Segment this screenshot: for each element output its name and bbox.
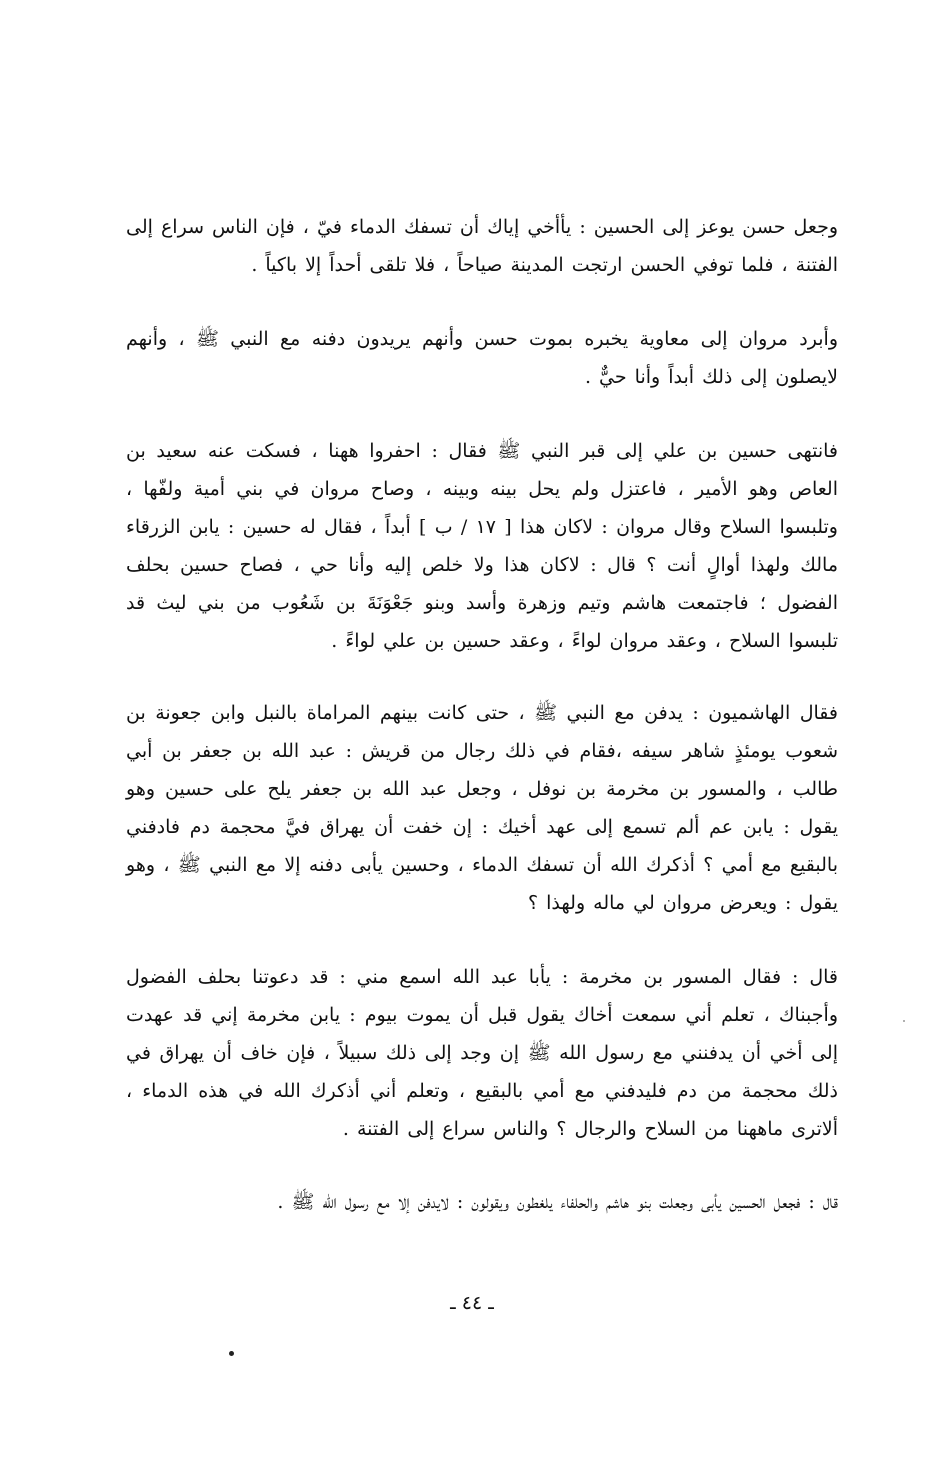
- paragraph-2: وأبرد مروان إلى معاوية يخبره بموت حسن وأنهم يريدون دفنه مع النبي ﷺ ، وأنهم لايصلون إلى ذلك أبداً وأنا حيٌّ .: [126, 328, 838, 388]
- paragraph-4: فقال الهاشميون : يدفن مع النبي ﷺ ، حتى كانت بينهم المراماة بالنبل وابن جعونة بن شعوب يومئذٍ شاهر سيفه ،فقام في ذلك رجال من قريش : عبد الله بن جعفر بن أبي طالب ، والمسور بن مخرمة بن نوفل ، وجعل عبد الله بن جعفر يلح على حسين وهو يقول : يابن عم ألم تسمع إلى عهد أخيك : إن خفت أن يهراق فيَّ محجمة دم فادفني بالبقيع مع أمي ؟ أذكرك الله أن تسفك الدماء ، وحسين يأبى دفنه إلا مع النبي ﷺ ، وهو يقول : ويعرض مروان لي ماله ولهذا ؟: [126, 702, 838, 914]
- paragraph-3: فانتهى حسين بن علي إلى قبر النبي ﷺ فقال : احفروا ههنا ، فسكت عنه سعيد بن العاص وهو الأمير ، فاعتزل ولم يحل بينه وبينه ، وصاح مروان في بني أمية ولفّها ، وتلبسوا السلاح وقال مروان : لاكان هذا [ ١٧ / ب ] أبداً ، فقال له حسين : يابن الزرقاء مالك ولهذا أوالٍ أنت ؟ قال : لاكان هذا ولا خلص إليه وأنا حي ، فصاح حسين بحلف الفضول ؛ فاجتمعت هاشم وتيم وزهرة وأسد وبنو جَعْوَنَةَ بن شَعُوب من بني ليث قد تلبسوا السلاح ، وعقد مروان لواءً ، وعقد حسين بن علي لواءً .: [126, 440, 838, 652]
- page-number: ـ ٤٤ ـ: [450, 1292, 494, 1314]
- scan-speck: [229, 1351, 234, 1356]
- paragraph-5: قال : فقال المسور بن مخرمة : يأبا عبد الله اسمع مني : قد دعوتنا بحلف الفضول وأجبناك ، تعلم أني سمعت أخاك يقول قبل أن يموت بيوم : يابن مخرمة إني قد عهدت إلى أخي أن يدفنني مع رسول الله ﷺ إن وجد إلى ذلك سبيلاً ، فإن خاف أن يهراق في ذلك محجمة من دم فليدفني مع أمي بالبقيع ، وتعلم أني أذكرك الله في هذه الدماء ، ألاترى ماههنا من السلاح والرجال ؟ والناس سراع إلى الفتنة .: [126, 966, 838, 1140]
- paragraph-6: قال : فجعل الحسين يأبى وجعلت بنو هاشم والحلفاء يلغطون ويقولون : لايدفن إلا مع رسول الله ﷺ .: [277, 1191, 838, 1213]
- scan-speck: [903, 1020, 905, 1022]
- paragraph-1: وجعل حسن يوعز إلى الحسين : يأأخي إياك أن تسفك الدماء فيّ ، فإن الناس سراع إلى الفتنة ، فلما توفي الحسن ارتجت المدينة صياحاً ، فلا تلقى أحداً إلا باكياً .: [126, 216, 838, 276]
